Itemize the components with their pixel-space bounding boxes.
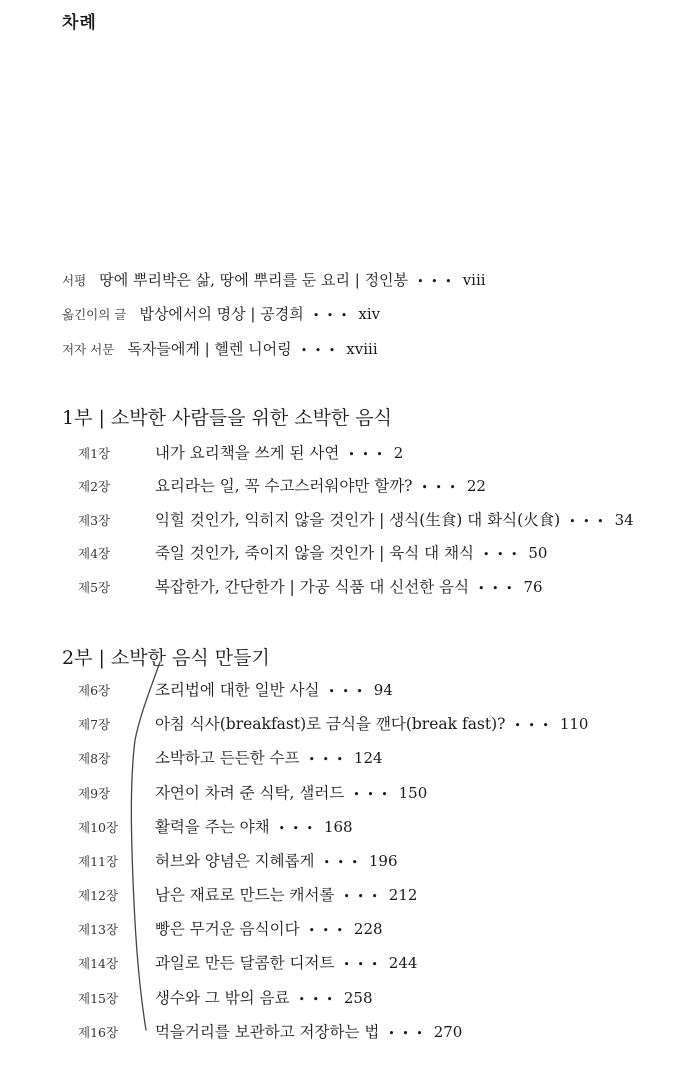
chapter-title: 활력을 주는 야채 — [154, 818, 270, 836]
page-number: 2 — [393, 444, 404, 462]
leader-dots: • • • — [343, 958, 380, 971]
chapter-entry — [62, 471, 486, 501]
front-matter-title: 독자들에게 | 헬렌 니어링 — [127, 340, 292, 358]
chapter-entry — [62, 438, 403, 468]
chapter-number: 제15장 — [78, 991, 119, 1006]
page-number: 94 — [373, 681, 393, 699]
chapter-number: 제13장 — [78, 922, 119, 937]
chapter-number: 제3장 — [78, 513, 111, 528]
front-matter-label: 옮긴이의 글 — [62, 307, 127, 322]
leader-dots: • • • — [278, 822, 316, 835]
chapter-entry — [62, 538, 547, 568]
chapter-entry — [62, 914, 383, 944]
chapter-number: 제2장 — [78, 479, 111, 494]
leader-dots: • • • — [478, 582, 515, 595]
chapter-number: 제9장 — [78, 786, 111, 801]
page-number: 258 — [343, 989, 373, 1007]
chapter-title: 복잡한가, 간단한가 | 가공 식품 대 신선한 음식 — [154, 578, 470, 596]
chapter-title: 자연이 차려 준 식탁, 샐러드 — [154, 784, 345, 802]
leader-dots: • • • — [300, 344, 338, 357]
chapter-title: 먹을거리를 보관하고 저장하는 법 — [154, 1023, 380, 1041]
chapter-entry — [62, 948, 417, 978]
chapter-entry — [62, 1017, 462, 1047]
front-matter-item — [62, 267, 486, 293]
chapter-entry — [62, 983, 373, 1013]
page-number: 270 — [433, 1023, 463, 1041]
chapter-title: 아침 식사(breakfast)로 금식을 깬다(break fast)? — [154, 715, 506, 733]
chapter-entry — [62, 709, 588, 739]
leader-dots: • • • — [482, 548, 520, 561]
chapter-title: 소박하고 든든한 수프 — [154, 749, 300, 767]
chapter-number: 제16장 — [78, 1025, 119, 1040]
chapter-title: 죽일 것인가, 죽이지 않을 것인가 | 육식 대 채식 — [154, 544, 475, 562]
leader-dots: • • • — [569, 515, 606, 528]
chapter-number: 제14장 — [78, 956, 119, 971]
chapter-title: 생수와 그 밖의 음료 — [154, 989, 290, 1007]
chapter-entry — [62, 846, 398, 876]
chapter-entry — [62, 675, 393, 705]
leader-dots: • • • — [312, 309, 350, 322]
chapter-entry — [62, 880, 417, 910]
chapter-title: 빵은 무거운 음식이다 — [154, 920, 300, 938]
part-heading: 1부 | 소박한 사람들을 위한 소박한 음식 — [62, 407, 393, 429]
leader-dots: • • • — [298, 993, 335, 1006]
chapter-number: 제12장 — [78, 888, 119, 903]
leader-dots: • • • — [308, 924, 345, 937]
page-number: xiv — [358, 305, 381, 323]
chapter-number: 제4장 — [78, 546, 111, 561]
front-matter-item — [62, 301, 380, 327]
leader-dots: • • • — [514, 719, 551, 732]
page-number: 76 — [523, 578, 543, 596]
chapter-title: 조리법에 대한 일반 사실 — [154, 681, 320, 699]
front-matter-title: 땅에 뿌리박은 삶, 땅에 뿌리를 둔 요리 | 정인봉 — [99, 271, 409, 289]
chapter-title: 남은 재료로 만드는 캐서롤 — [154, 886, 335, 904]
leader-dots: • • • — [417, 275, 454, 288]
page-number: 110 — [559, 715, 589, 733]
page-number: xviii — [346, 340, 378, 358]
leader-dots: • • • — [343, 890, 380, 903]
chapter-title: 과일로 만든 달콤한 디저트 — [154, 954, 335, 972]
part-heading: 2부 | 소박한 음식 만들기 — [62, 647, 270, 669]
chapter-number: 제8장 — [78, 751, 111, 766]
page-number: 34 — [614, 511, 634, 529]
chapter-entry — [62, 572, 543, 602]
chapter-title: 요리라는 일, 꼭 수고스러워야만 할까? — [154, 477, 413, 495]
front-matter-label: 저자 서문 — [62, 342, 115, 357]
page-number: 22 — [466, 477, 486, 495]
page-number: 212 — [388, 886, 418, 904]
chapter-entry — [62, 743, 383, 773]
front-matter-title: 밥상에서의 명상 | 공경희 — [139, 305, 304, 323]
leader-dots: • • • — [388, 1027, 425, 1040]
chapter-number: 제7장 — [78, 717, 111, 732]
page-number: 124 — [353, 749, 383, 767]
chapter-title: 허브와 양념은 지혜롭게 — [154, 852, 315, 870]
leader-dots: • • • — [353, 788, 390, 801]
chapter-entry — [62, 505, 634, 535]
page-number: 196 — [368, 852, 398, 870]
chapter-number: 제5장 — [78, 580, 111, 595]
chapter-entry — [62, 778, 427, 808]
page-number: 168 — [323, 818, 353, 836]
chapter-title: 내가 요리책을 쓰게 된 사연 — [154, 444, 340, 462]
page-number: 150 — [398, 784, 428, 802]
leader-dots: • • • — [308, 753, 345, 766]
page-number: 228 — [353, 920, 383, 938]
chapter-number: 제6장 — [78, 683, 111, 698]
leader-dots: • • • — [328, 685, 365, 698]
chapter-number: 제11장 — [78, 854, 119, 869]
chapter-title: 익힐 것인가, 익히지 않을 것인가 | 생식(生食) 대 화식(火食) — [154, 511, 561, 529]
chapter-number: 제1장 — [78, 446, 111, 461]
leader-dots: • • • — [421, 481, 458, 494]
page-number: viii — [462, 271, 486, 289]
chapter-number: 제10장 — [78, 820, 119, 835]
front-matter-item — [62, 336, 378, 362]
page-title: 차례 — [62, 13, 97, 33]
front-matter-label: 서평 — [62, 273, 87, 288]
page-number: 50 — [528, 544, 548, 562]
leader-dots: • • • — [323, 856, 360, 869]
leader-dots: • • • — [348, 448, 385, 461]
chapter-entry — [62, 812, 353, 842]
page-number: 244 — [388, 954, 418, 972]
